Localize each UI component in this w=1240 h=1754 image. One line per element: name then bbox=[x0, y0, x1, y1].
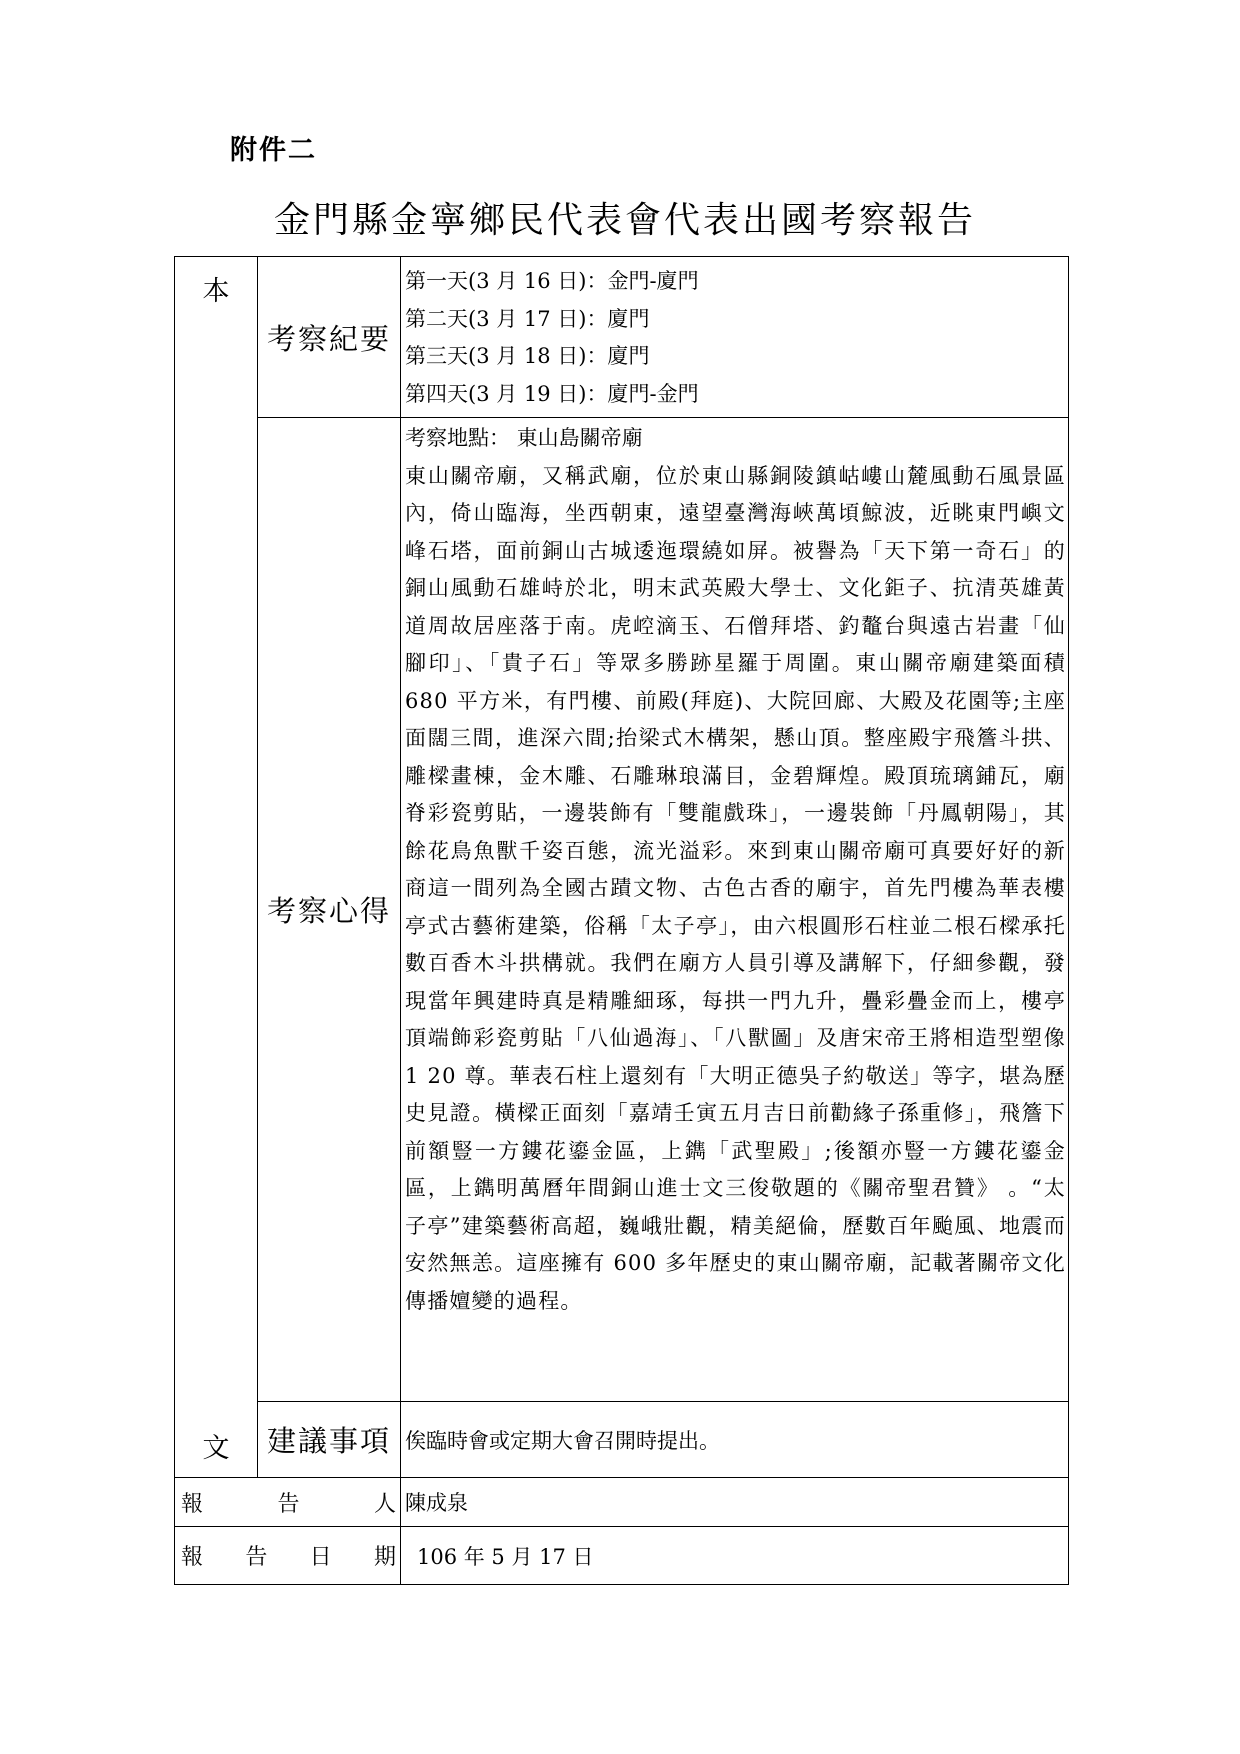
reporter-label-char: 報 bbox=[181, 1491, 204, 1517]
insights-cell bbox=[401, 418, 1069, 1402]
itinerary-cell bbox=[401, 257, 1069, 418]
category-top-char: 本 bbox=[202, 276, 230, 307]
insights-row bbox=[175, 418, 1069, 1402]
visit-location: 考察地點： 東山島關帝廟 bbox=[405, 426, 643, 450]
body-category-cell bbox=[175, 257, 258, 1478]
insights-label: 考察心得 bbox=[258, 418, 401, 1402]
report-date-label-char: 報 bbox=[181, 1545, 204, 1570]
reporter-label-char: 告 bbox=[277, 1491, 300, 1517]
reporter-label-char: 人 bbox=[373, 1491, 396, 1517]
itinerary-day: 第三天(3 月 18 日)：廈門 bbox=[405, 344, 650, 368]
report-title: 金門縣金寧鄉民代表會代表出國考察報告 bbox=[273, 200, 976, 241]
report-date-row bbox=[175, 1527, 1069, 1585]
reporter-row bbox=[175, 1478, 1069, 1527]
category-bottom-char: 文 bbox=[202, 1433, 230, 1464]
itinerary-row bbox=[175, 257, 1069, 418]
itinerary-day: 第二天(3 月 17 日)：廈門 bbox=[405, 306, 650, 331]
report-date-label-char: 告 bbox=[245, 1545, 268, 1570]
reporter-name: 陳成泉 bbox=[401, 1478, 1069, 1527]
suggestions-text: 俟臨時會或定期大會召開時提出。 bbox=[401, 1402, 1069, 1478]
suggestions-row bbox=[175, 1402, 1069, 1478]
suggestions-label: 建議事項 bbox=[258, 1402, 401, 1478]
report-table bbox=[174, 256, 1069, 1585]
report-date-label-char: 日 bbox=[309, 1545, 332, 1570]
report-date-label-char: 期 bbox=[373, 1545, 396, 1570]
report-date-label bbox=[175, 1527, 401, 1585]
itinerary-day: 第一天(3 月 16 日)：金門-廈門 bbox=[405, 269, 699, 293]
reporter-label bbox=[175, 1478, 401, 1527]
itinerary-label: 考察紀要 bbox=[258, 257, 401, 418]
report-date-value: 106 年 5 月 17 日 bbox=[401, 1527, 1069, 1585]
attachment-label: 附件二 bbox=[230, 135, 317, 166]
itinerary-day: 第四天(3 月 19 日)：廈門-金門 bbox=[405, 381, 699, 406]
insights-body: 東山關帝廟，又稱武廟，位於東山縣銅陵鎮岵嶁山麓風動石風景區內，倚山臨海，坐西朝東，遠望臺灣海峽萬頃鯨波，近眺東門嶼文峰石塔，面前銅山古城逶迤環繞如屏。被譽為「天下第一奇石」的銅山風動石雄峙於北，明末武英殿大學士、文化鉅子、抗清英雄黃道周故居座落于南。虎崆滴玉、石僧拜塔、釣鼇台與遠古岩畫「仙腳印」、「貴子石」等眾多勝跡星羅于周圍。東山關帝廟建築面積 680 平方米，有門樓、前殿(拜庭)、大院回廊、大殿及花園等;主座面闊三間，進深六間;抬梁式木構架，懸山頂。整座殿宇飛簷斗拱、雕樑畫棟，金木雕、石雕琳琅滿目，金碧輝煌。殿頂琉璃鋪瓦，廟脊彩瓷剪貼，一邊裝飾有「雙龍戲珠」，一邊裝飾「丹鳳朝陽」，其餘花鳥魚獸千姿百態，流光溢彩。來到東山關帝廟可真要好好的新商這一間列為全國古蹟文物、古色古香的廟宇，首先門樓為華表樓亭式古藝術建築，俗稱「太子亭」，由六根圓形石柱並二根石樑承托數百香木斗拱構就。我們在廟方人員引導及講解下，仔細參觀，發現當年興建時真是精雕細琢，每拱一門九升，疊彩疊金而上，樓亭頂端飾彩瓷剪貼「八仙過海」、「八獸圖」及唐宋帝王將相造型塑像 1 20 尊。華表石柱上還刻有「大明正德吳子約敬送」等字，堪為歷史見證。橫樑正面刻「嘉靖壬寅五月吉日前勸緣子孫重修」，飛簷下前額豎一方鏤花鎏金區，上鐫「武聖殿」;後額亦豎一方鏤花鎏金區，上鐫明萬曆年間銅山進士文三俊敬題的《關帝聖君贊》 。“太子亭”建築藝術高超，巍峨壯觀，精美絕倫，歷數百年颱風、地震而安然無恙。這座擁有 600 多年歷史的東山關帝廟，記載著關帝文化傳播嬗變的過程。 bbox=[405, 463, 1066, 1313]
